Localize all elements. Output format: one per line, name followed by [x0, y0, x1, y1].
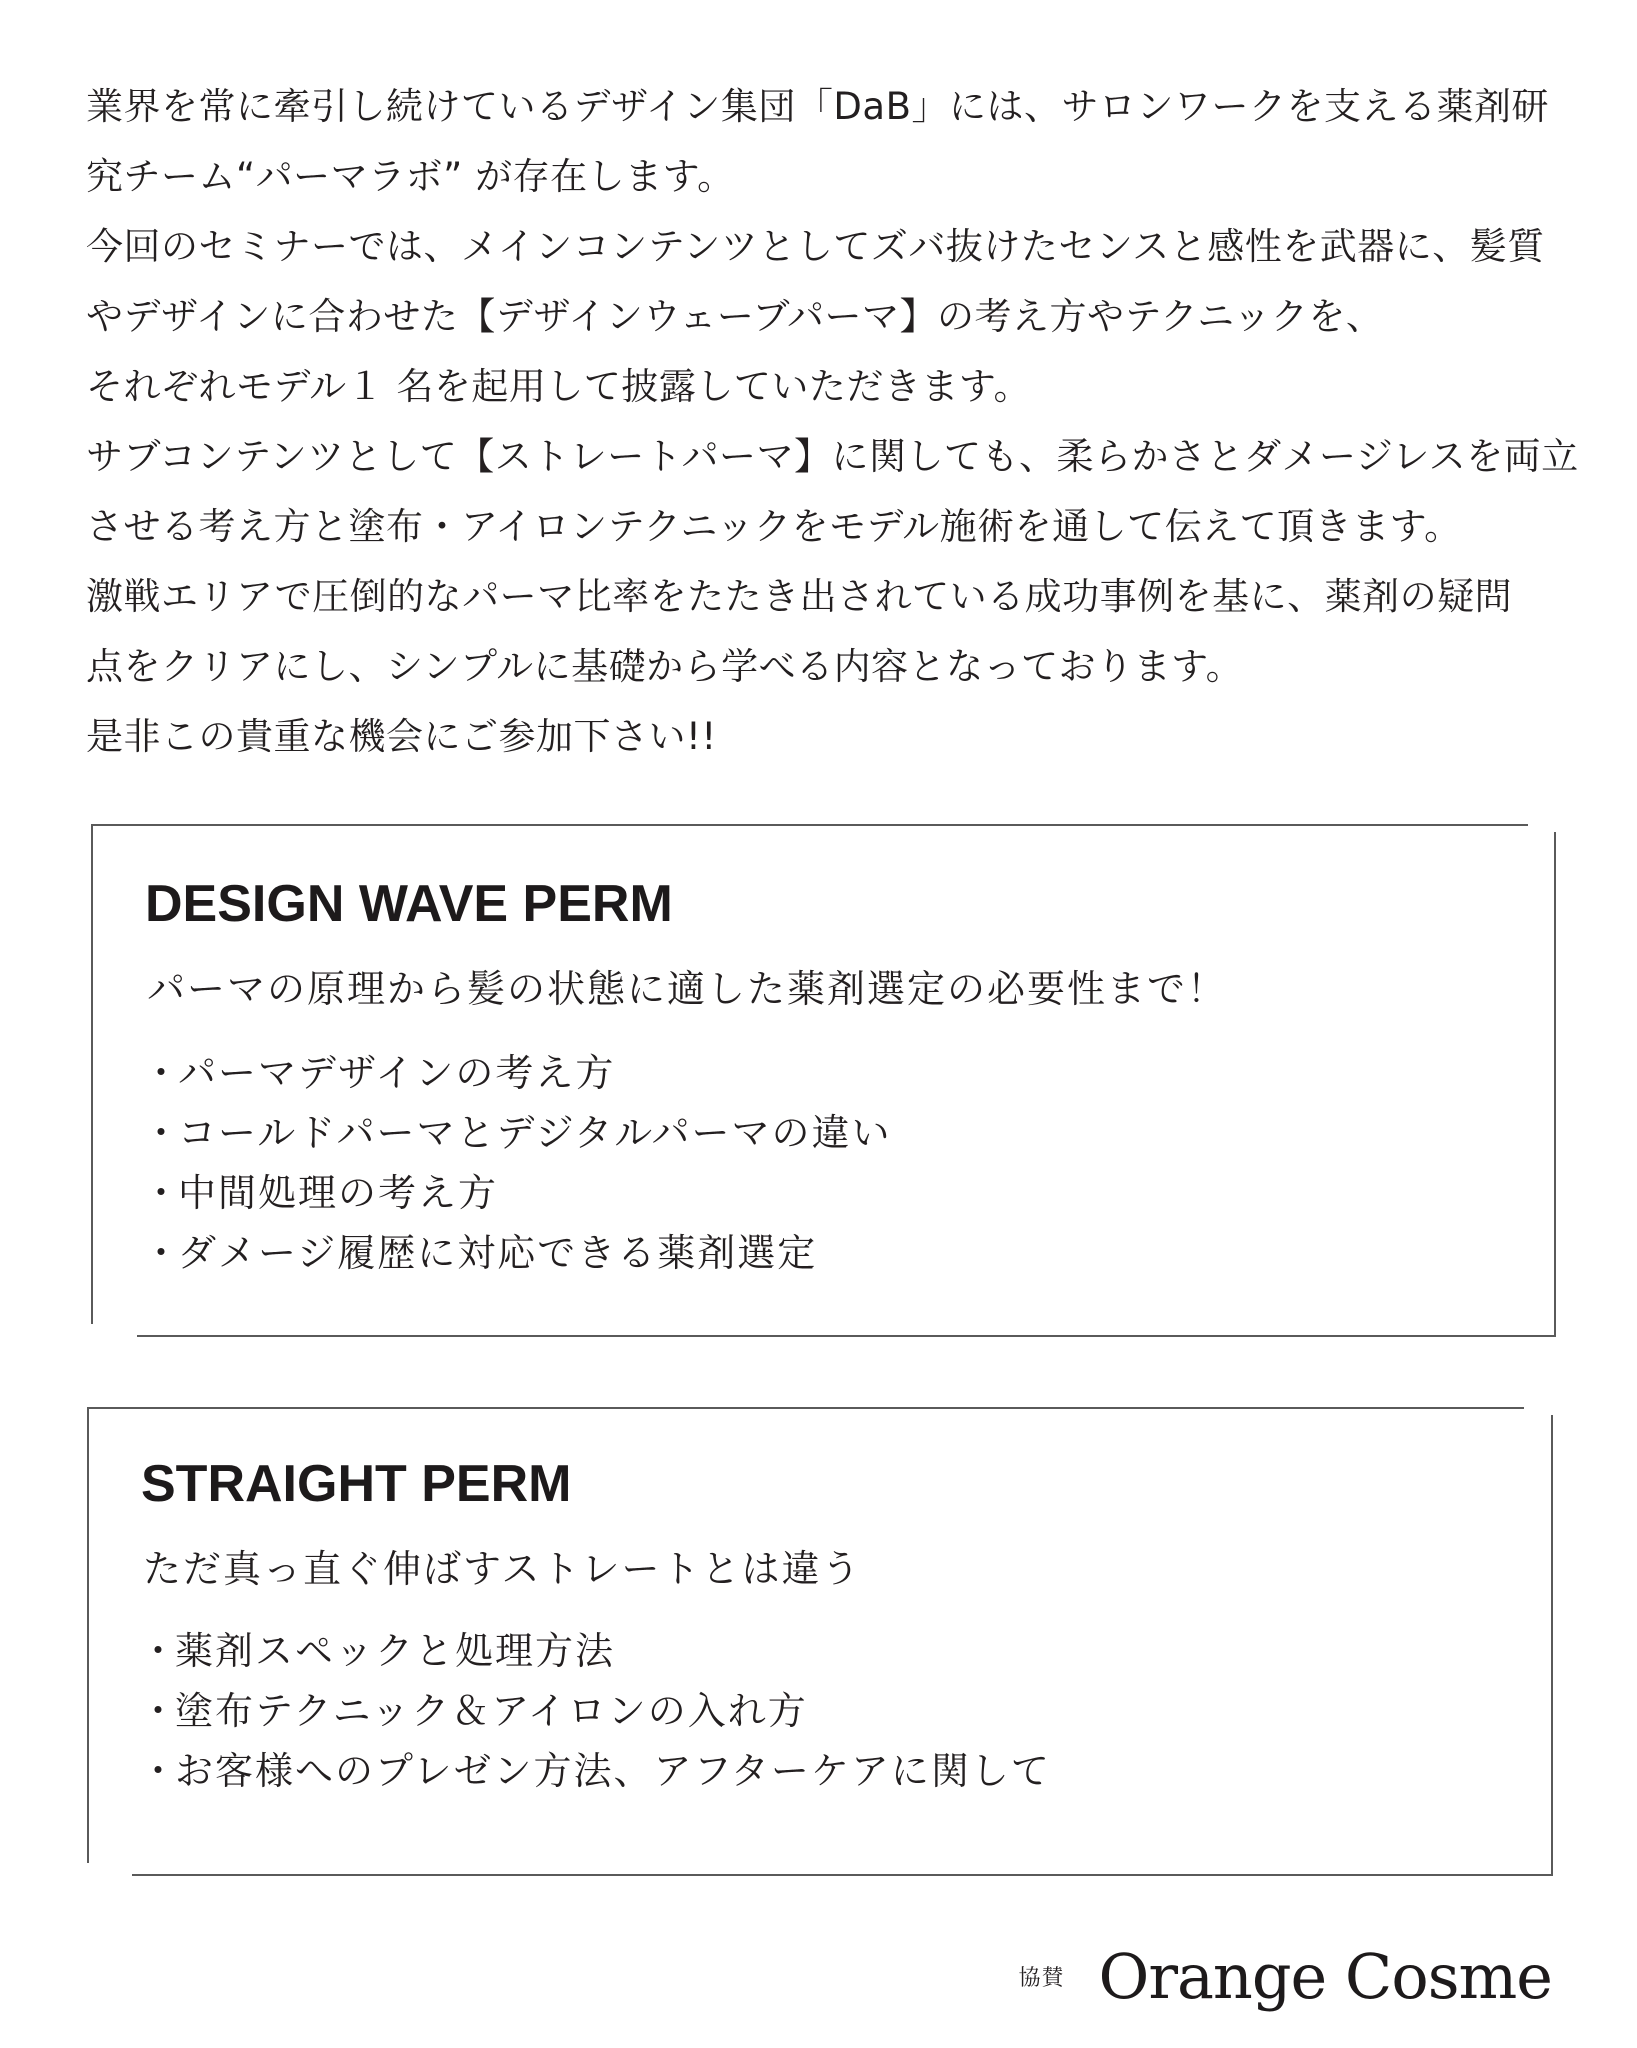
list-item-text: ダメージ履歴に対応できる薬剤選定 — [178, 1231, 818, 1275]
list-item-text: 塗布テクニック＆アイロンの入れ方 — [175, 1689, 808, 1733]
design-wave-perm-subtitle: パーマの原理から髪の状態に適した薬剤選定の必要性まで！ — [147, 967, 1228, 1011]
list-item — [139, 1741, 1051, 1801]
sponsor-label: 協賛 — [1018, 1966, 1065, 1991]
intro-line: 今回のセミナーでは、メインコンテンツとしてズバ抜けたセンスと感性を武器に、髪質 — [86, 225, 1545, 268]
sponsor-logo: Orange Cosme — [1098, 1940, 1552, 2013]
sponsor — [1018, 1940, 1552, 2013]
bullet: ・ — [142, 1231, 183, 1275]
intro-line: させる考え方と塗布・アイロンテクニックをモデル施術を通して伝えて頂きます。 — [86, 505, 1462, 548]
intro-line: 業界を常に牽引し続けているデザイン集団「DaB」には、サロンワークを支える薬剤研 — [86, 85, 1549, 128]
intro-line: やデザインに合わせた【デザインウェーブパーマ】の考え方やテクニックを、 — [86, 295, 1384, 338]
straight-perm-title: STRAIGHT PERM — [141, 1455, 572, 1513]
straight-perm-list — [139, 1621, 1051, 1801]
list-item-text: コールドパーマとデジタルパーマの違い — [178, 1111, 892, 1155]
list-item — [139, 1621, 1051, 1681]
bullet: ・ — [139, 1629, 180, 1673]
list-item-text: 薬剤スペックと処理方法 — [175, 1629, 616, 1673]
list-item-text: パーマデザインの考え方 — [178, 1051, 616, 1095]
box-border-top — [87, 1407, 1524, 1409]
intro-line: それぞれモデル１ 名を起用して披露していただきます。 — [86, 365, 1031, 408]
bullet: ・ — [139, 1749, 180, 1793]
bullet: ・ — [139, 1689, 180, 1733]
intro-line: 究チーム“パーマラボ” が存在します。 — [86, 155, 735, 198]
bullet: ・ — [142, 1051, 183, 1095]
bullet: ・ — [142, 1111, 183, 1155]
box-border-bottom — [132, 1874, 1553, 1876]
list-item-text: お客様へのプレゼン方法、アフターケアに関して — [175, 1749, 1051, 1793]
list-item-text: 中間処理の考え方 — [178, 1171, 499, 1215]
design-wave-perm-title: DESIGN WAVE PERM — [145, 875, 673, 933]
intro-line: 激戦エリアで圧倒的なパーマ比率をたたき出されている成功事例を基に、薬剤の疑問 — [86, 575, 1513, 618]
intro-line: 点をクリアにし、シンプルに基礎から学べる内容となっております。 — [86, 645, 1244, 688]
box-border-left — [87, 1407, 89, 1863]
list-item — [139, 1681, 1051, 1741]
intro-line: サブコンテンツとして【ストレートパーマ】に関しても、柔らかさとダメージレスを両立 — [86, 435, 1579, 478]
straight-perm-subtitle: ただ真っ直ぐ伸ばすストレートとは違う — [143, 1547, 862, 1591]
bullet: ・ — [142, 1171, 183, 1215]
box-border-right — [1551, 1415, 1553, 1876]
intro-line: 是非この貴重な機会にご参加下さい!! — [86, 715, 717, 758]
